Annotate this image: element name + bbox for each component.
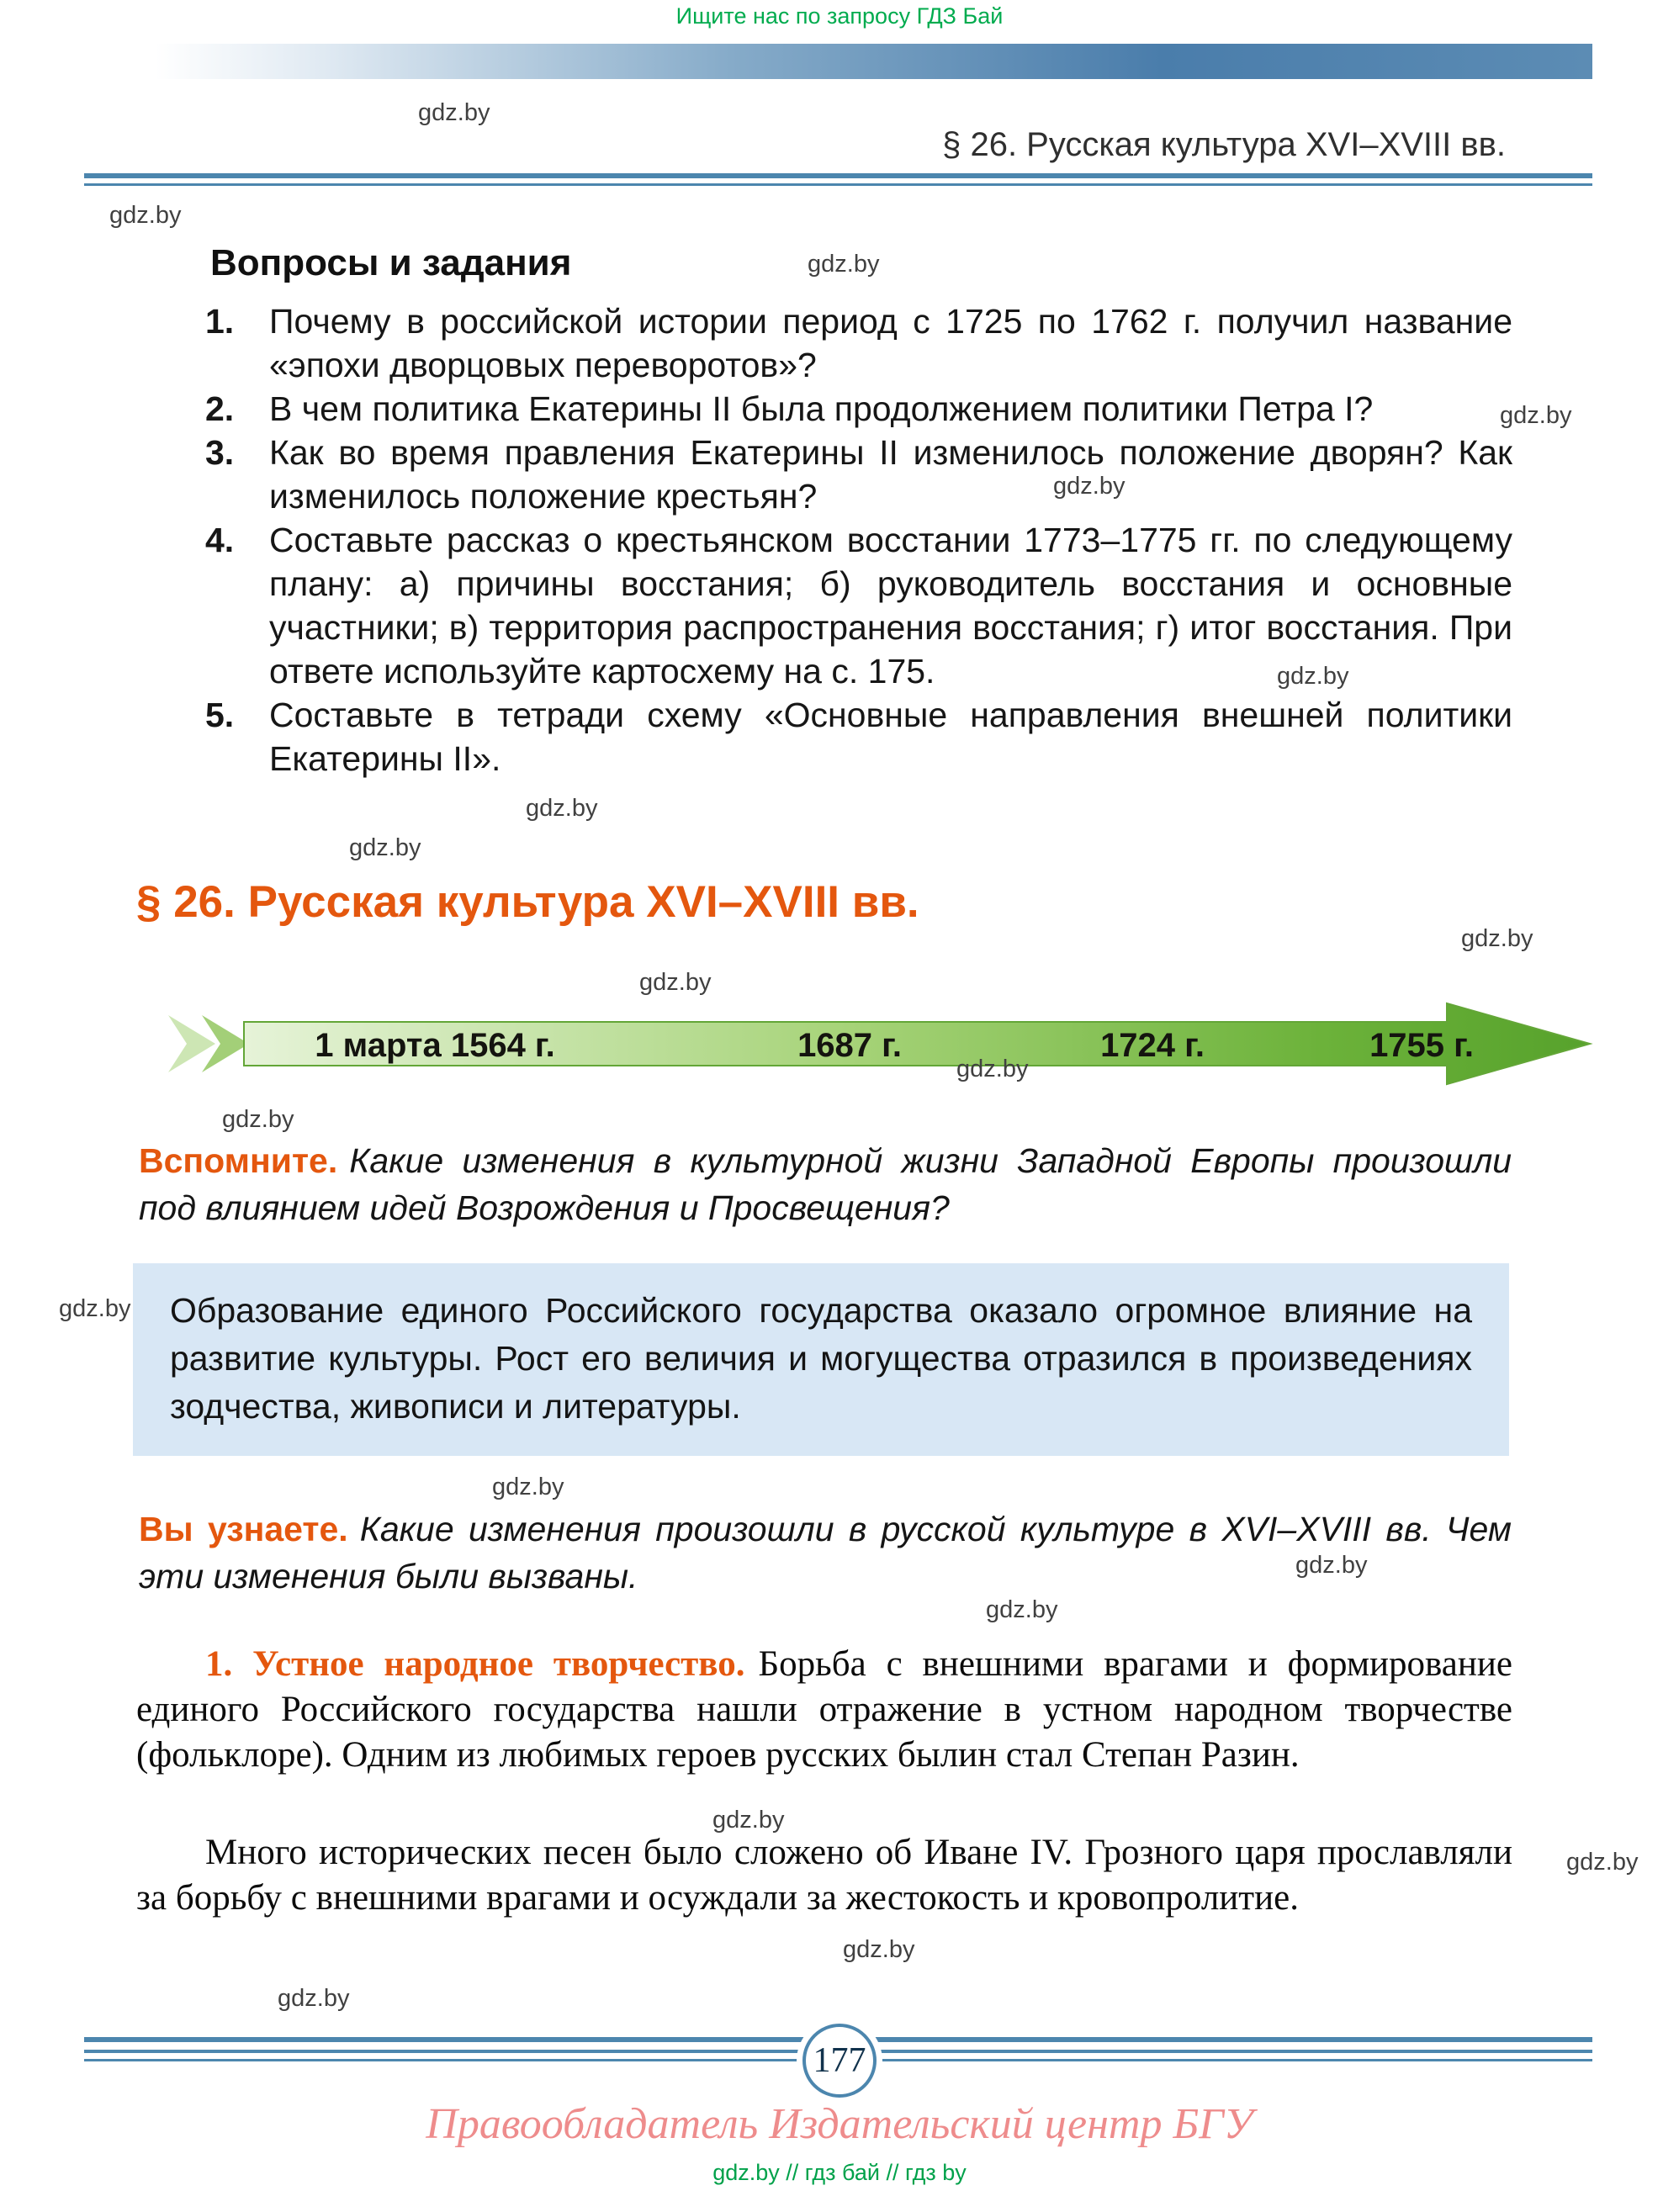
watermark: gdz.by xyxy=(712,1807,785,1834)
watermark: gdz.by xyxy=(109,202,182,229)
timeline-label: 1755 г. xyxy=(1369,1027,1474,1064)
watermark: gdz.by xyxy=(59,1295,131,1322)
watermark: gdz.by xyxy=(418,99,490,126)
watermark: gdz.by xyxy=(956,1056,1029,1082)
watermark: gdz.by xyxy=(639,969,712,996)
timeline-label: 1687 г. xyxy=(797,1027,902,1064)
copyright-line: Правообладатель Издательский центр БГУ xyxy=(426,2100,1253,2148)
paragraph-lead: 1. Устное народное творчество. xyxy=(205,1644,745,1684)
rule-line-thin xyxy=(84,183,1592,186)
section-title: § 26. Русская культура XVI–XVIII вв. xyxy=(136,877,919,927)
question-item xyxy=(202,299,1512,387)
question-item xyxy=(202,431,1512,518)
question-number: 2. xyxy=(205,389,235,428)
paragraph-folklore xyxy=(136,1642,1512,1778)
page-number-badge: 177 xyxy=(802,2024,877,2098)
watermark: gdz.by xyxy=(1277,663,1349,690)
question-text: Составьте рассказ о крестьянском восстании 1773–1775 гг. по следующему плану: а) причины восстания; б) руководитель восстания и основные участники; в) территория распространения восстания; г) итог восстания. При ответе используйте картосхему на с. 175. xyxy=(269,521,1512,691)
watermark: gdz.by xyxy=(526,795,598,822)
question-number: 3. xyxy=(205,433,235,472)
question-number: 1. xyxy=(205,302,235,341)
questions-heading: Вопросы и задания xyxy=(210,242,572,283)
paragraph-text: Борьба с внешними врагами и формирование единого Российского государства нашли отражение в устном народном творчестве (фольклоре). Одним из любимых героев русских былин стал Степан Разин. xyxy=(136,1644,1512,1775)
question-text: В чем политика Екатерины II была продолжением политики Петра I? xyxy=(269,389,1374,428)
question-number: 4. xyxy=(205,521,235,559)
question-number: 5. xyxy=(205,696,235,734)
timeline-label: 1 марта 1564 г. xyxy=(315,1027,555,1064)
header-gradient-bar xyxy=(156,44,1592,79)
running-header: § 26. Русская культура XVI–XVIII вв. xyxy=(942,126,1506,163)
watermark: gdz.by xyxy=(1053,473,1126,500)
question-item xyxy=(202,387,1512,431)
timeline xyxy=(84,997,1595,1091)
watermark: gdz.by xyxy=(1461,925,1533,952)
watermark: gdz.by xyxy=(1500,402,1572,429)
learn-label: Вы узнаете. xyxy=(139,1510,348,1548)
learn-text: Какие изменения произошли в русской культуре в XVI–XVIII вв. Чем эти изменения были вызваны. xyxy=(139,1510,1512,1595)
watermark: gdz.by xyxy=(843,1936,915,1963)
paragraph-songs: Много исторических песен было сложено об Иване IV. Грозного царя прославляли за борьбу с внешними врагами и осуждали за жестокость и кровопролитие. xyxy=(136,1833,1512,1918)
watermark: gdz.by xyxy=(222,1106,294,1133)
rule-line-thick xyxy=(84,173,1592,178)
question-item xyxy=(202,693,1512,781)
watermark: gdz.by xyxy=(986,1596,1058,1623)
timeline-label: 1724 г. xyxy=(1100,1027,1205,1064)
questions-list xyxy=(202,299,1512,781)
recall-paragraph xyxy=(139,1137,1512,1231)
question-text: Как во время правления Екатерины II изменилось положение дворян? Как изменилось положение крестьян? xyxy=(269,433,1512,516)
recall-label: Вспомните. xyxy=(139,1141,338,1180)
question-text: Составьте в тетради схему «Основные направления внешней политики Екатерины II». xyxy=(269,696,1512,778)
watermark: gdz.by xyxy=(1566,1849,1639,1876)
promo-banner: Ищите нас по запросу ГДЗ Бай xyxy=(675,3,1004,29)
recall-text: Какие изменения в культурной жизни Западной Европы произошли под влиянием идей Возрождения и Просвещения? xyxy=(139,1141,1512,1227)
bottom-links: gdz.by // гдз бай // гдз by xyxy=(712,2160,967,2185)
highlight-box: Образование единого Российского государства оказало огромное влияние на развитие культуры. Рост его величия и могущества отразился в произведениях зодчества, живописи и литературы. xyxy=(133,1263,1509,1456)
watermark: gdz.by xyxy=(278,1985,350,2012)
header-rule xyxy=(84,173,1592,186)
watermark: gdz.by xyxy=(1295,1552,1368,1579)
question-text: Почему в российской истории период с 1725 по 1762 г. получил название «эпохи дворцовых переворотов»? xyxy=(269,302,1512,384)
watermark: gdz.by xyxy=(808,251,880,278)
watermark: gdz.by xyxy=(349,834,421,861)
watermark: gdz.by xyxy=(492,1474,564,1500)
